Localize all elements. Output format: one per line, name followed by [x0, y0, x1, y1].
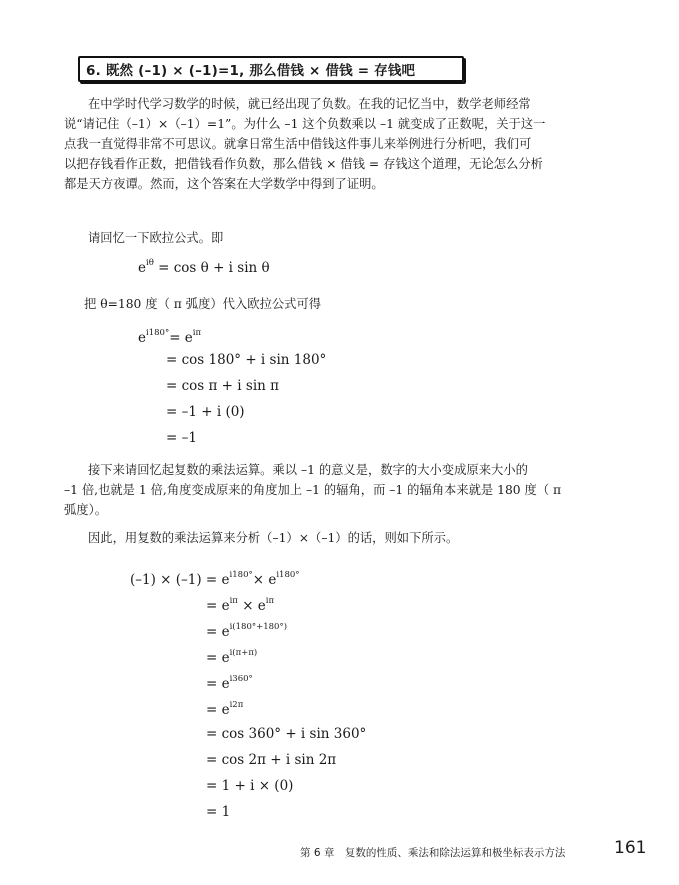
first-derivation-step: = –1 + i (0) [166, 404, 245, 420]
recall-text: 请回忆一下欧拉公式。即 [88, 231, 224, 245]
second-derivation-step: = 1 + i × (0) [206, 778, 294, 794]
footer-chapter-title: 第 6 章 复数的性质、乘法和除法运算和极坐标表示方法 [300, 847, 566, 859]
intro-line: 点我一直觉得非常不可思议。就拿日常生活中借钱这件事儿来举例进行分析吧，我们可 [64, 137, 532, 151]
intro-line: 在中学时代学习数学的时候，就已经出现了负数。在我的记忆当中，数学老师经常 [88, 97, 531, 111]
multiply-paragraph [64, 460, 624, 520]
second-derivation-head: $(-1) \times (-1) = e^{i180^\circ}\times e^{i180^\circ}$ [130, 570, 300, 588]
first-derivation-step: = cos 180° + i sin 180° [166, 352, 327, 368]
second-derivation-step: = $e^{i(\pi+\pi)}$ [206, 648, 258, 666]
substitute-text: 把 θ=180 度（ π 弧度）代入欧拉公式可得 [84, 297, 322, 311]
second-derivation-step: = $e^{i2\pi}$ [206, 700, 244, 718]
page-number: 161 [614, 838, 647, 858]
intro-line: 以把存钱看作正数，把借钱看作负数，那么借钱 × 借钱 = 存钱这个道理，无论怎么分析 [64, 157, 543, 171]
first-derivation-step: = cos π + i sin π [166, 378, 279, 394]
section-title: 6. 既然 (–1) × (–1)=1, 那么借钱 × 借钱 = 存钱吧 [86, 63, 416, 79]
therefore-text: 因此，用复数的乘法运算来分析（–1）×（–1）的话，则如下所示。 [88, 531, 459, 545]
second-derivation-step: = 1 [206, 804, 231, 820]
multiply-line: –1 倍,也就是 1 倍,角度变成原来的角度加上 –1 的辐角，而 –1 的辐角本来就是 180 度（ π [64, 483, 562, 497]
second-derivation-step: = $e^{i\pi} \times e^{i\pi}$ [206, 596, 275, 614]
first-derivation-step: = –1 [166, 430, 197, 446]
multiply-line: 接下来请回忆起复数的乘法运算。乘以 –1 的意义是，数字的大小变成原来大小的 [88, 463, 528, 477]
intro-line: 说“请记住（–1）×（–1）=1”。为什么 –1 这个负数乘以 –1 就变成了正数呢，关于这一 [64, 117, 546, 131]
intro-line: 都是天方夜谭。然而，这个答案在大学数学中得到了证明。 [64, 177, 384, 191]
first-derivation-head: $e^{i180^\circ}= e^{i\pi}$ [138, 328, 202, 346]
intro-paragraph [64, 94, 624, 194]
section-title-box [78, 56, 464, 82]
second-derivation-step: = $e^{i360^\circ}$ [206, 674, 253, 692]
second-derivation-step: = $e^{i(180^\circ+180^\circ)}$ [206, 622, 288, 640]
second-derivation-step: = cos 2π + i sin 2π [206, 752, 337, 768]
second-derivation-step: = cos 360° + i sin 360° [206, 726, 367, 742]
euler-formula: $e^{i\theta} = \cos \theta + i$ sin θ [138, 258, 270, 276]
multiply-line: 弧度）。 [64, 503, 108, 517]
